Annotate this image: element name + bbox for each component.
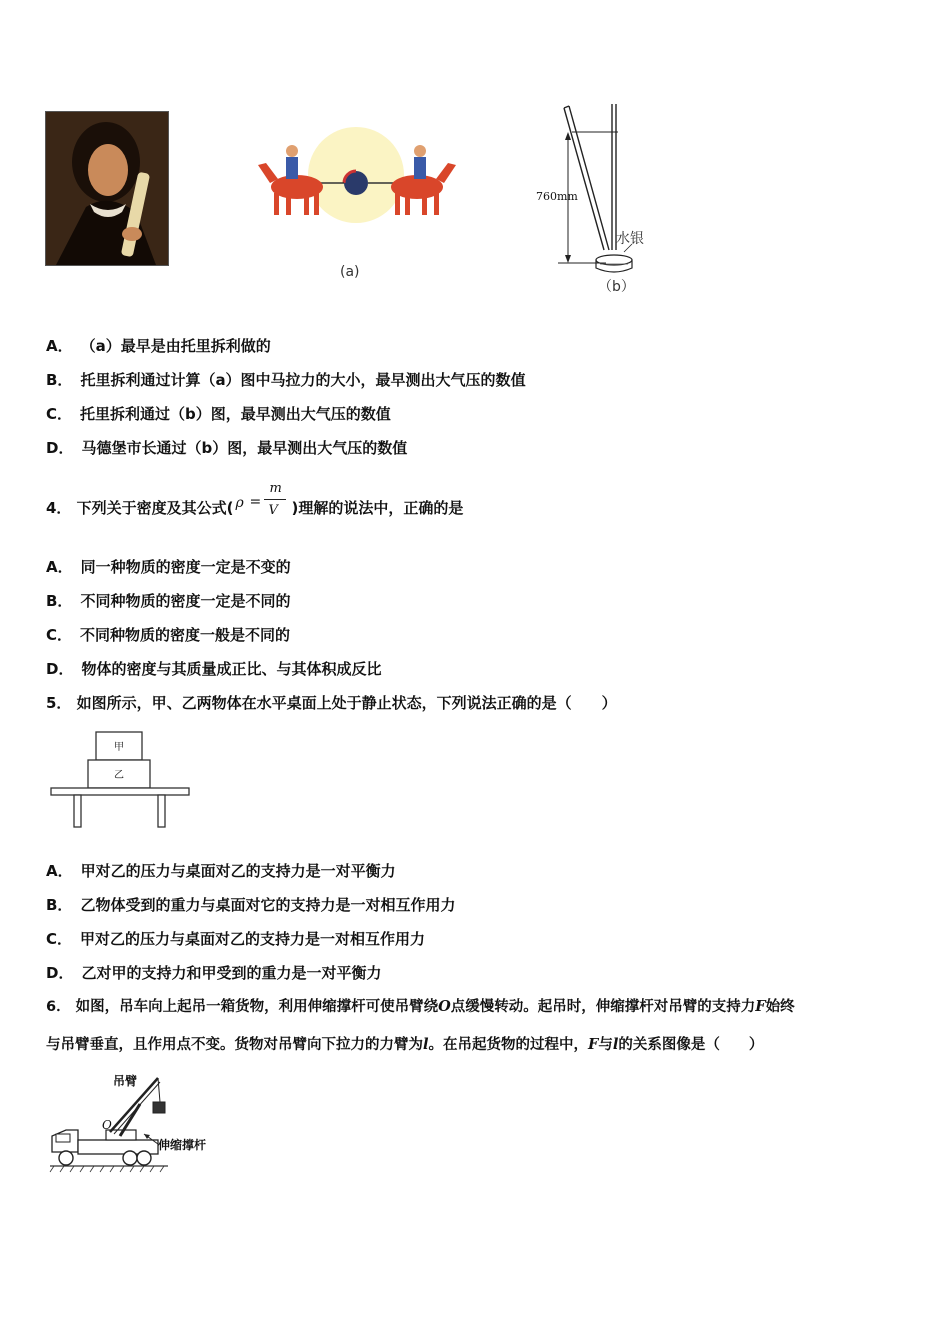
formula-eq: = (249, 493, 262, 510)
q3-option-a: A． （a）最早是由托里拆利做的 (46, 337, 271, 355)
formula-denominator: V (268, 502, 278, 518)
formula-fraction-bar (264, 499, 286, 500)
q4-text-before: 下列关于密度及其公式( (76, 499, 234, 517)
q5-option-d: D． 乙对甲的支持力和甲受到的重力是一对平衡力 (46, 964, 382, 982)
block-yi-label: 乙 (114, 770, 124, 781)
q5-option-a: A． 甲对乙的压力与桌面对乙的支持力是一对平衡力 (46, 862, 396, 880)
figure-b-caption: （b） (598, 279, 635, 295)
magdeburg-hemispheres-figure (252, 125, 462, 225)
q5-text: 如图所示，甲、乙两物体在水平桌面上处于静止状态，下列说法正确的是（ ） (76, 694, 617, 712)
density-formula (234, 480, 292, 519)
q4-option-a: A． 同一种物质的密度一定是不变的 (46, 558, 291, 576)
telescopic-strut-label: 伸缩撑杆 (158, 1138, 207, 1152)
q3-option-b: B． 托里拆利通过计算（a）图中马拉力的大小，最早测出大气压的数值 (46, 371, 526, 389)
formula-rho: ρ (235, 494, 244, 511)
height-label: 760mm (536, 190, 578, 203)
crane-pivot-label: O (102, 1118, 112, 1132)
block-jia-label: 甲 (114, 742, 124, 753)
q3-option-d: D． 马德堡市长通过（b）图，最早测出大气压的数值 (46, 439, 408, 457)
q5-option-b: B． 乙物体受到的重力与桌面对它的支持力是一对相互作用力 (46, 896, 456, 914)
q4-question (46, 480, 464, 519)
q5-option-c: C． 甲对乙的压力与桌面对乙的支持力是一对相互作用力 (46, 930, 426, 948)
torricelli-portrait (45, 111, 169, 266)
q6-question-line1: 6． 如图，吊车向上起吊一箱货物，利用伸缩撑杆可使吊臂绕O点缓慢转动。起吊时，伸缩撑杆对吊臂的支持力F始终 (46, 998, 795, 1015)
q6-number: 6． (46, 999, 71, 1015)
q3-option-c: C． 托里拆利通过（b）图，最早测出大气压的数值 (46, 405, 391, 423)
q4-number: 4． (46, 499, 72, 517)
mercury-label: 水银 (616, 231, 644, 247)
q5-number: 5． (46, 694, 72, 712)
q4-text-after: )理解的说法中，正确的是 (291, 499, 464, 517)
q4-option-b: B． 不同种物质的密度一定是不同的 (46, 592, 291, 610)
q4-option-c: C． 不同种物质的密度一般是不同的 (46, 626, 291, 644)
q4-option-d: D． 物体的密度与其质量成正比、与其体积成反比 (46, 660, 382, 678)
q5-question (46, 693, 617, 713)
figure-a-caption: (a) (340, 264, 360, 280)
q6-question-line2: 与吊臂垂直，且作用点不变。货物对吊臂向下拉力的力臂为l。在吊起货物的过程中，F与l的关系图像是（ ） (46, 1036, 764, 1053)
torricelli-tube-figure (528, 100, 658, 275)
formula-numerator: m (269, 480, 282, 496)
crane-arm-label: 吊臂 (113, 1074, 138, 1088)
